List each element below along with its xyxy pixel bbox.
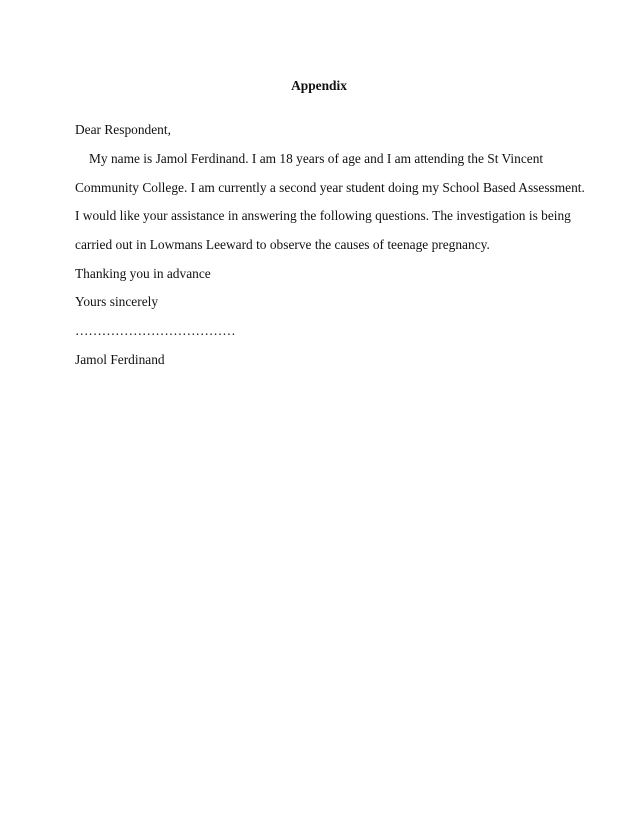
signatory-name: Jamol Ferdinand <box>75 352 165 367</box>
body-line-1: My name is Jamol Ferdinand. I am 18 years of age and I am attending the St Vincent <box>89 151 544 166</box>
signature-line: ……………………………… <box>75 323 236 338</box>
body-line-2: Community College. I am currently a second year student doing my School Based Assessment. <box>75 180 585 195</box>
closing: Yours sincerely <box>75 294 159 309</box>
page-title: Appendix <box>291 78 347 93</box>
closing-thanks: Thanking you in advance <box>75 266 211 281</box>
body-line-4: carried out in Lowmans Leeward to observe the causes of teenage pregnancy. <box>75 237 490 252</box>
salutation: Dear Respondent, <box>75 122 171 137</box>
body-line-3: I would like your assistance in answering the following questions. The investigation is being <box>75 208 571 223</box>
